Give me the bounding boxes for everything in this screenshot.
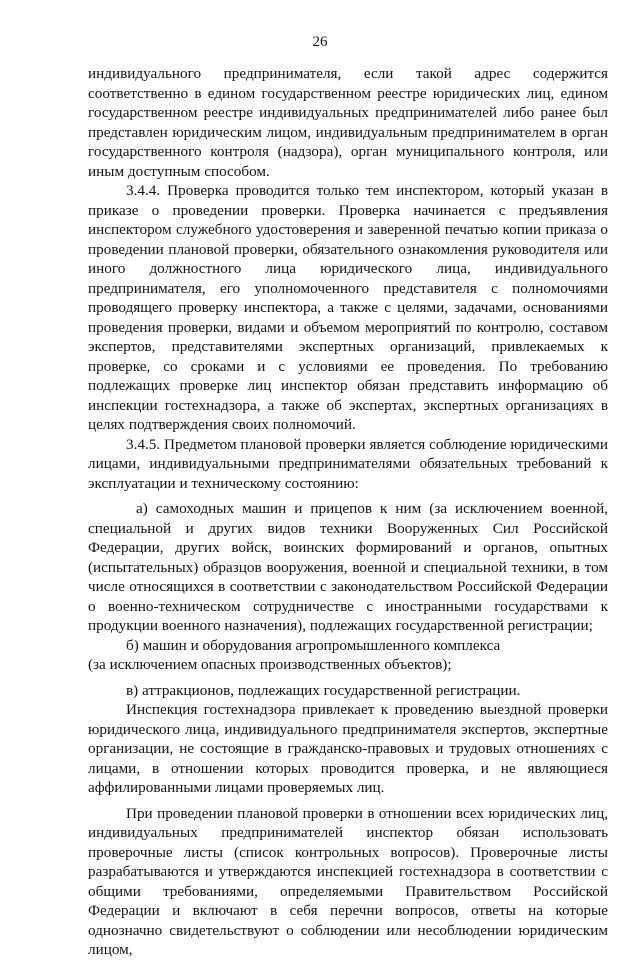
document-body [88,64,608,960]
list-item-a: а) самоходных машин и прицепов к ним (за исключением военной, специальной и других видов техники Вооруженных Сил Российской Федерации, других войск, воинских формирований и органов, опытных (испытательных) образцов вооружения, военной и специальной техники, в том числе относящихся в соответствии с законодательством Российской Федерации о военно-техническом сотрудничестве с иностранными государствами к продукции военного назначения), подлежащих государственной регистрации; [88,500,608,634]
list-item-b: б) машин и оборудования агропромышленного комплекса [126,636,501,654]
paragraph-3-4-4: 3.4.4. Проверка проводится только тем инспектором, который указан в приказе о проведении проверки. Проверка начинается с предъявления инспектором служебного удостоверения и заверенной печатью копии приказа о проведении плановой проверки, обязательного ознакомления руководителя или иного должностного лица юридического лица, индивидуального предпринимателя, его уполномоченного представителя с полномочиями проводящего проверку инспектора, а также с целями, задачами, основаниями проведения проверки, видами и объемом мероприятий по контролю, составом экспертов, представителями экспертных организаций, привлекаемых к проверке, со сроками и с условиями ее проведения. По требованию подлежащих проверке лиц инспектор обязан представить информацию об инспекции гостехнадзора, а также об экспертах, экспертных организациях в целях подтверждения своих полномочий. [88,182,608,433]
list-item-v: в) аттракционов, подлежащих государственной регистрации. [126,681,521,699]
paragraph-experts: Инспекция гостехнадзора привлекает к проведению выездной проверки юридического лица, индивидуального предпринимателя экспертов, экспертные организации, не состоящие в гражданско-правовых и трудовых отношениях с лицами, в отношении которых проводится проверка, и не являющиеся аффилированными лицами проверяемых лиц. [88,701,608,796]
paragraph-3-4-5: 3.4.5. Предметом плановой проверки является соблюдение юридическими лицами, индивидуальными предпринимателями обязательных требований к эксплуатации и техническому состоянию: [88,435,608,492]
list-item-b-continuation: (за исключением опасных производственных объектов); [88,656,452,673]
page-number: 26 [312,34,328,50]
paragraph-checklists: При проведении плановой проверки в отношении всех юридических лиц, индивидуальных предпринимателей инспектор обязан использовать проверочные листы (список контрольных вопросов). Проверочные листы разрабатываются и утверждаются инспекцией гостехнадзора в соответствии с общими требованиями, определяемыми Правительством Российской Федерации и включают в себя перечни вопросов, ответы на которые однозначно свидетельствуют о соблюдении или несоблюдении юридическим лицом, [88,804,608,958]
paragraph-continuation: индивидуального предпринимателя, если такой адрес содержится соответственно в едином государственном реестре юридических лиц, едином государственном реестре индивидуальных предпринимателей либо ранее был представлен юридическим лицом, индивидуальным предпринимателем в орган государственного контроля (надзора), орган муниципального контроля, или иным доступным способом. [88,65,608,180]
